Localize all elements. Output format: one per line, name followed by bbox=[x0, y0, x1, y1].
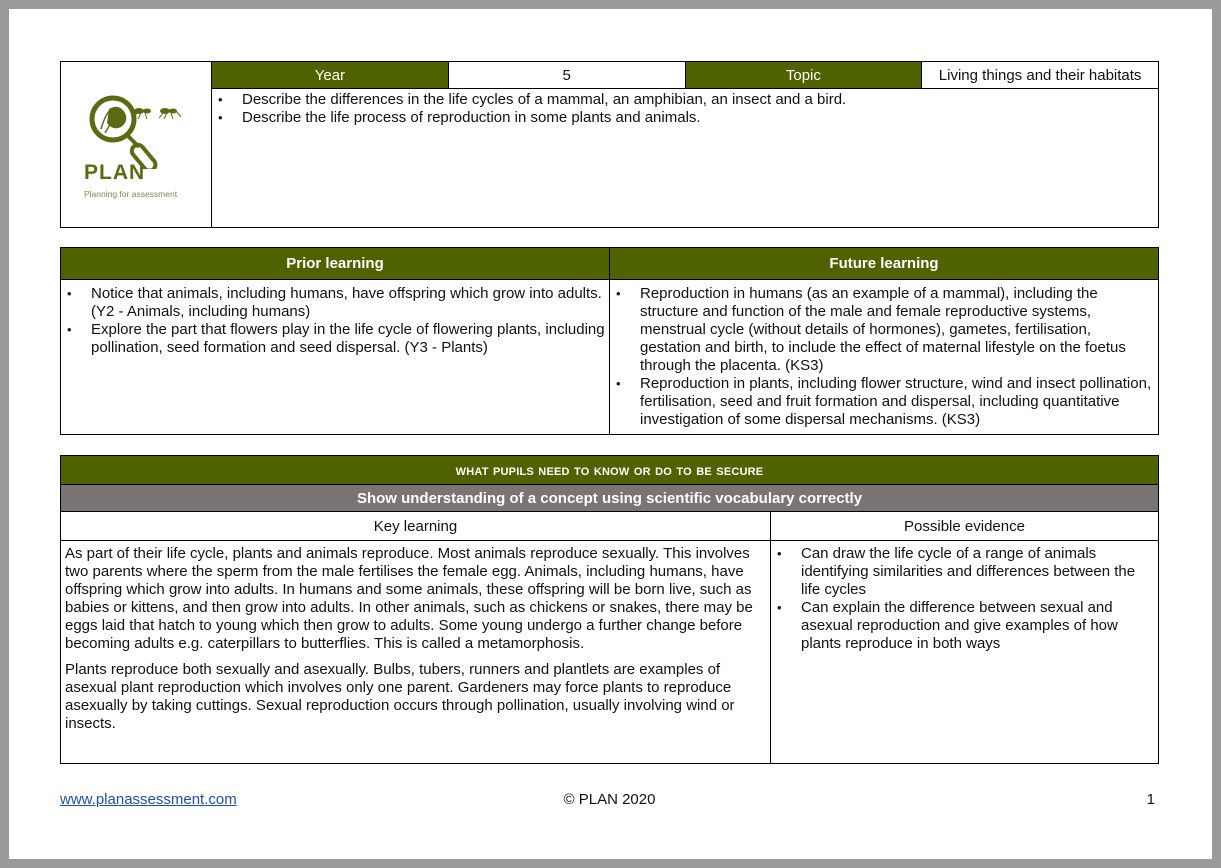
year-value: 5 bbox=[448, 62, 685, 89]
future-learning-heading: Future learning bbox=[610, 248, 1159, 280]
prior-learning-item: • Explore the part that flowers play in the life cycle of flowering plants, including pollination, seed formation and seed dispersal. (Y3 - Plants) bbox=[91, 321, 605, 357]
prior-learning-heading: Prior learning bbox=[61, 248, 610, 280]
topic-header-table bbox=[60, 61, 1159, 228]
possible-evidence-cell bbox=[771, 541, 1159, 764]
prior-learning-item: • Notice that animals, including humans, have offspring which grow into adults. (Y2 - Animals, including humans) bbox=[91, 285, 605, 321]
year-label: Year bbox=[212, 62, 449, 89]
logo-cell bbox=[61, 62, 212, 228]
objective-item: • Describe the life process of reproduction in some plants and animals. bbox=[242, 109, 1154, 127]
copyright-text: © PLAN 2020 bbox=[563, 791, 656, 808]
secure-subtitle: Show understanding of a concept using scientific vocabulary correctly bbox=[61, 485, 1159, 512]
prior-learning-cell bbox=[61, 280, 610, 435]
topic-label: Topic bbox=[685, 62, 922, 89]
page-number: 1 bbox=[1146, 791, 1155, 808]
learning-table bbox=[60, 247, 1159, 435]
logo-tagline: Planning for assessment bbox=[84, 188, 178, 199]
key-learning-paragraph: As part of their life cycle, plants and animals reproduce. Most animals reproduce sexually. This involves two parents where the sperm from the male fertilises the female egg. Animals, including humans, have offspring which grow into adults. In humans and some animals, these offspring will be born live, such as babies or kittens, and then grow into adults. In other animals, such as chickens or snakes, there may be eggs laid that hatch to young which then grow to adults. Some young undergo a further change before becoming adults e.g. caterpillars to butterflies. This is called a metamorphosis. bbox=[65, 545, 753, 652]
topic-value: Living things and their habitats bbox=[922, 62, 1159, 89]
evidence-item: • Can draw the life cycle of a range of animals identifying similarities and differences between the life cycles bbox=[801, 545, 1154, 599]
key-learning-heading: Key learning bbox=[61, 512, 771, 541]
key-learning-cell bbox=[61, 541, 771, 764]
key-learning-paragraph: Plants reproduce both sexually and asexually. Bulbs, tubers, runners and plantlets are examples of asexual plant reproduction which involves only one parent. Gardeners may force plants to reproduce asexually by taking cuttings. Sexual reproduction occurs through pollination, usually involving wind or insects. bbox=[65, 661, 735, 732]
prior-learning-list bbox=[65, 285, 605, 357]
possible-evidence-heading: Possible evidence bbox=[771, 512, 1159, 541]
evidence-list bbox=[775, 545, 1154, 653]
objectives-list bbox=[216, 91, 1154, 127]
website-link[interactable]: www.planassessment.com bbox=[60, 791, 237, 808]
future-learning-item: • Reproduction in plants, including flower structure, wind and insect pollination, fertilisation, seed and fruit formation and dispersal, including quantitative investigation of some dispersal mechanisms. (KS3) bbox=[640, 375, 1154, 429]
magnifier-ant-icon bbox=[81, 89, 191, 169]
secure-title bbox=[61, 456, 1159, 485]
plan-logo bbox=[76, 89, 196, 199]
logo-wordmark: PLAN bbox=[84, 160, 146, 184]
document-page bbox=[9, 9, 1212, 859]
future-learning-item: • Reproduction in humans (as an example of a mammal), including the structure and function of the male and female reproductive systems, menstrual cycle (without details of hormones), gametes, fertilisation, gestation and birth, to include the effect of maternal lifestyle on the foetus through the placenta. (KS3) bbox=[640, 285, 1154, 375]
page-footer bbox=[60, 791, 1159, 811]
future-learning-list bbox=[614, 285, 1154, 429]
future-learning-cell bbox=[610, 280, 1159, 435]
evidence-item: • Can explain the difference between sexual and asexual reproduction and give examples of how plants reproduce in both ways bbox=[801, 599, 1154, 653]
secure-title-text: what pupils need to know or do to be secure bbox=[455, 461, 764, 479]
objective-item: • Describe the differences in the life cycles of a mammal, an amphibian, an insect and a bird. bbox=[242, 91, 1154, 109]
objectives-cell bbox=[212, 89, 1159, 228]
secure-table bbox=[60, 455, 1159, 764]
